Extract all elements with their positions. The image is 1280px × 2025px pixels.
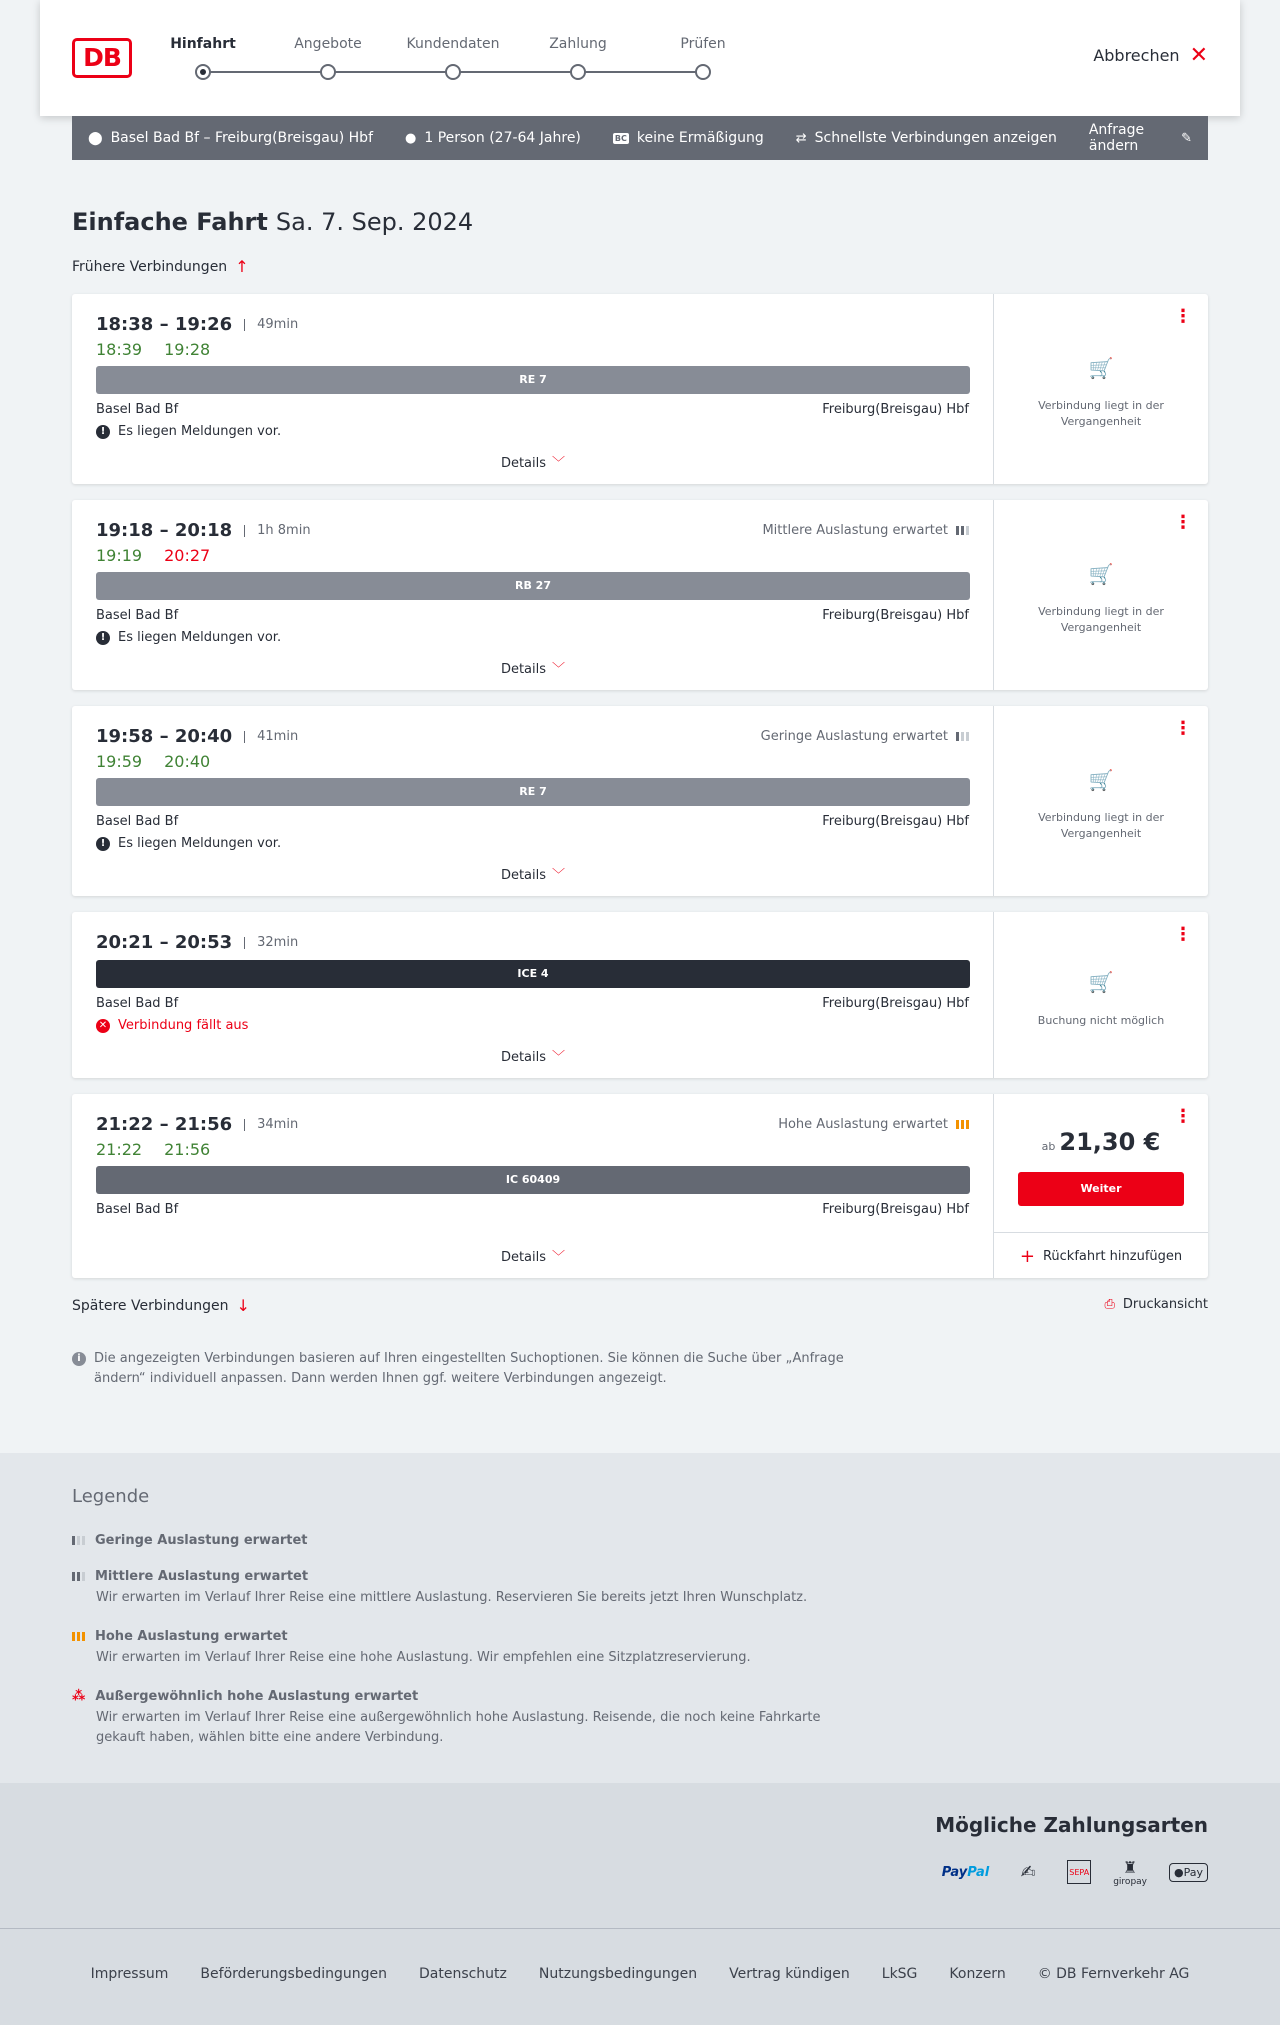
planned-times: 19:18 – 20:18 (96, 520, 233, 541)
sepa-icon: SEPA (1067, 1860, 1091, 1884)
payment-title: Mögliche Zahlungsarten (935, 1813, 1208, 1837)
details-label: Details (500, 1250, 547, 1265)
connection-card (72, 1094, 1208, 1278)
realtime-arrival: 20:40 (164, 752, 211, 771)
footer-link-lksg[interactable]: LkSG (881, 1966, 918, 1982)
train-bar[interactable]: RE 7 (96, 778, 970, 806)
plus-icon: + (1019, 1246, 1035, 1267)
summary-fastest (796, 130, 1057, 146)
booking-status: Verbindung liegt in der Vergangenheit (1038, 605, 1164, 634)
trip-type: Einfache Fahrt (72, 208, 268, 236)
alert-icon: ! (96, 837, 110, 851)
realtime-times (96, 752, 210, 771)
message-notice (96, 836, 281, 851)
apple-pay-text: Pay (1183, 1865, 1203, 1879)
bahncard-icon: BC (614, 133, 627, 143)
trip-date: Sa. 7. Sep. 2024 (275, 208, 474, 236)
later-connections-link[interactable] (72, 1296, 250, 1315)
progress-stepper (170, 36, 730, 86)
travellers-text: 1 Person (27-64 Jahre) (424, 130, 581, 146)
pencil-icon: ✎ (1181, 130, 1192, 146)
details-toggle[interactable] (72, 1246, 994, 1265)
legend-item-extreme (72, 1689, 872, 1748)
more-options-icon[interactable]: ⋮ (1174, 306, 1192, 327)
details-toggle[interactable] (72, 452, 994, 471)
continue-button[interactable]: Weiter (1018, 1172, 1184, 1206)
realtime-departure: 21:22 (96, 1140, 143, 1159)
location-pin-icon: ⬤ (88, 130, 103, 146)
step-label: Angebote (294, 36, 362, 52)
duration: 41min (244, 731, 298, 743)
info-note (72, 1349, 852, 1389)
search-summary-bar (72, 116, 1208, 160)
connection-times (96, 520, 311, 541)
more-options-icon[interactable]: ⋮ (1174, 924, 1192, 945)
step-label: Prüfen (680, 36, 726, 52)
occupancy-medium-icon (956, 526, 969, 535)
arrival-station: Freiburg(Breisgau) Hbf (822, 996, 969, 1011)
realtime-times (96, 546, 210, 565)
connection-card (72, 294, 1208, 484)
return-label: Rückfahrt hinzufügen (1042, 1249, 1183, 1264)
step-angebote (268, 36, 388, 80)
step-dot (320, 64, 336, 80)
print-view-link[interactable] (1104, 1297, 1208, 1312)
planned-times: 21:22 – 21:56 (96, 1114, 233, 1135)
booking-status: Buchung nicht möglich (1037, 1014, 1165, 1027)
details-toggle[interactable] (72, 658, 994, 677)
more-options-icon[interactable]: ⋮ (1174, 718, 1192, 739)
printer-icon: ⎙ (1104, 1297, 1115, 1312)
realtime-departure: 18:39 (96, 340, 143, 359)
alert-icon: ! (96, 631, 110, 645)
occupancy-low-icon (72, 1536, 85, 1545)
apple-pay-icon (1169, 1863, 1208, 1882)
giropay-icon (1113, 1858, 1147, 1887)
credit-card-icon: ✍ (1020, 1861, 1036, 1883)
cancelled-icon: ✕ (96, 1019, 110, 1033)
realtime-departure: 19:59 (96, 752, 143, 771)
occupancy-medium-icon (72, 1572, 85, 1581)
details-label: Details (500, 1050, 547, 1065)
cart-disabled-icon: 🛒 (1088, 970, 1114, 994)
legend-item-medium (72, 1569, 872, 1608)
footer-link-befoerderungsbedingungen[interactable]: Beförderungsbedingungen (200, 1966, 387, 1982)
connection-times (96, 932, 298, 953)
later-label: Spätere Verbindungen (72, 1297, 229, 1314)
paypal-icon (942, 1865, 989, 1880)
booking-panel (994, 706, 1208, 896)
person-icon: ● (405, 130, 417, 146)
db-logo[interactable]: DB (72, 38, 132, 78)
payment-methods-section (0, 1783, 1280, 1928)
earlier-label: Frühere Verbindungen (72, 258, 228, 275)
occupancy-indicator (761, 729, 969, 744)
realtime-arrival: 21:56 (164, 1140, 211, 1159)
train-bar[interactable]: IC 60409 (96, 1166, 970, 1194)
occupancy-text: Mittlere Auslastung erwartet (762, 523, 948, 538)
chevron-down-icon: ﹀ (552, 662, 566, 677)
footer-link-datenschutz[interactable]: Datenschutz (418, 1966, 507, 1982)
arrival-station: Freiburg(Breisgau) Hbf (822, 608, 969, 623)
train-bar[interactable]: RB 27 (96, 572, 970, 600)
arrow-down-icon: ↓ (236, 1296, 250, 1315)
occupancy-indicator (778, 1117, 969, 1132)
legend-item-desc: Wir erwarten im Verlauf Ihrer Reise eine außergewöhnlich hohe Auslastung. Reisende, die noch keine Fahrkarte gekauft haben, wählen bitte eine andere Verbindung. (96, 1710, 821, 1745)
legend-section (0, 1453, 1280, 1783)
booking-panel (994, 912, 1208, 1078)
cart-disabled-icon: 🛒 (1088, 562, 1114, 586)
legend-item-title: Mittlere Auslastung erwartet (95, 1569, 309, 1584)
step-dot (445, 64, 461, 80)
alert-icon: ! (96, 425, 110, 439)
step-label: Zahlung (549, 36, 607, 52)
connection-info (72, 706, 994, 896)
legend-item-low (72, 1533, 872, 1548)
message-text: Es liegen Meldungen vor. (118, 424, 282, 439)
planned-times: 18:38 – 19:26 (96, 314, 233, 335)
connection-info (72, 500, 994, 690)
arrival-station: Freiburg(Breisgau) Hbf (822, 814, 969, 829)
summary-travellers (405, 130, 581, 146)
add-return-button[interactable] (994, 1232, 1208, 1280)
duration: 1h 8min (244, 525, 310, 537)
occupancy-text: Geringe Auslastung erwartet (760, 729, 948, 744)
copyright: © DB Fernverkehr AG (1037, 1966, 1190, 1982)
booking-status: Verbindung liegt in der Vergangenheit (1038, 811, 1164, 840)
legend-item-desc: Wir erwarten im Verlauf Ihrer Reise eine hohe Auslastung. Wir empfehlen eine Sitzplatzreservierung. (96, 1650, 751, 1665)
page-title (72, 208, 473, 236)
step-hinfahrt (143, 36, 263, 80)
payment-icons (942, 1857, 1208, 1887)
connection-info (72, 294, 994, 484)
cancel-button[interactable] (1093, 42, 1208, 68)
info-icon: i (72, 1352, 86, 1366)
arrow-up-icon: ↑ (235, 257, 249, 276)
connection-times (96, 726, 298, 747)
step-zahlung (518, 36, 638, 80)
fastest-text: Schnellste Verbindungen anzeigen (814, 130, 1057, 146)
booking-panel (994, 500, 1208, 690)
note-text: Die angezeigten Verbindungen basieren auf Ihren eingestellten Suchoptionen. Sie können die Suche über „Anfrage ändern“ individuell anpassen. Dann werden Ihnen ggf. weitere Verbindungen angezeigt. (94, 1351, 844, 1386)
realtime-arrival: 20:27 (164, 546, 211, 565)
duration: 49min (244, 319, 298, 331)
arrival-station: Freiburg(Breisgau) Hbf (822, 402, 969, 417)
legend-item-title: Außergewöhnlich hohe Auslastung erwartet (95, 1689, 419, 1704)
connection-times (96, 1114, 298, 1135)
step-kundendaten (393, 36, 513, 80)
footer-link-konzern[interactable]: Konzern (949, 1966, 1006, 1982)
legend-item-desc: Wir erwarten im Verlauf Ihrer Reise eine mittlere Auslastung. Reservieren Sie bereits jetzt Ihren Wunschplatz. (96, 1590, 808, 1605)
duration: 32min (244, 937, 298, 949)
discount-text: keine Ermäßigung (636, 130, 764, 146)
footer-link-impressum[interactable]: Impressum (90, 1966, 169, 1982)
message-text: Verbindung fällt aus (118, 1018, 249, 1033)
paypal-pay-text: Pay (941, 1864, 968, 1880)
price-value: 21,30 € (1059, 1128, 1161, 1156)
details-label: Details (500, 456, 547, 471)
swap-arrows-icon: ⇄ (795, 130, 807, 146)
connection-card (72, 706, 1208, 896)
arrival-station: Freiburg(Breisgau) Hbf (822, 1202, 969, 1217)
step-pruefen (643, 36, 763, 80)
step-dot (195, 64, 211, 80)
occupancy-low-icon (956, 732, 969, 741)
paypal-pal-text: Pal (967, 1864, 990, 1880)
departure-station: Basel Bad Bf (96, 608, 179, 623)
connection-info (72, 912, 994, 1078)
chevron-down-icon: ﹀ (552, 868, 566, 883)
footer-link-nutzungsbedingungen[interactable]: Nutzungsbedingungen (538, 1966, 698, 1982)
cancellation-notice (96, 1018, 248, 1033)
apple-icon: ● (1174, 1865, 1184, 1879)
more-options-icon[interactable]: ⋮ (1174, 512, 1192, 533)
connection-times (96, 314, 298, 335)
message-notice (96, 630, 281, 645)
planned-times: 20:21 – 20:53 (96, 932, 233, 953)
close-icon: ✕ (1189, 42, 1208, 68)
summary-route (88, 130, 373, 146)
message-notice (96, 424, 281, 439)
cart-disabled-icon: 🛒 (1088, 768, 1114, 792)
more-options-icon[interactable]: ⋮ (1174, 1106, 1192, 1127)
details-label: Details (500, 662, 547, 677)
route-text: Basel Bad Bf – Freiburg(Breisgau) Hbf (110, 130, 373, 146)
occupancy-extreme-icon: ⁂ (72, 1689, 86, 1704)
realtime-times (96, 1140, 210, 1159)
legend-item-high (72, 1629, 872, 1668)
occupancy-high-icon (956, 1120, 969, 1129)
realtime-departure: 19:19 (96, 546, 143, 565)
earlier-connections-link[interactable] (72, 257, 249, 276)
cancel-label: Abbrechen (1093, 46, 1180, 65)
chevron-down-icon: ﹀ (552, 456, 566, 471)
footer-link-vertrag-kuendigen[interactable]: Vertrag kündigen (729, 1966, 850, 1982)
cart-disabled-icon: 🛒 (1088, 356, 1114, 380)
connection-info (72, 1094, 994, 1278)
step-dot (695, 64, 711, 80)
booking-panel (994, 1094, 1208, 1278)
chevron-down-icon: ﹀ (552, 1250, 566, 1265)
booking-status: Verbindung liegt in der Vergangenheit (1038, 399, 1164, 428)
edit-request-button[interactable] (1089, 122, 1192, 154)
message-text: Es liegen Meldungen vor. (118, 836, 282, 851)
print-label: Druckansicht (1122, 1297, 1208, 1312)
footer-links (0, 1966, 1280, 1982)
train-bar[interactable]: RE 7 (96, 366, 970, 394)
tower-icon: ♜ (1122, 1857, 1138, 1877)
occupancy-high-icon (72, 1632, 85, 1641)
occupancy-indicator (762, 523, 969, 538)
header (40, 0, 1240, 116)
train-bar[interactable]: ICE 4 (96, 960, 970, 988)
edit-label: Anfrage ändern (1088, 122, 1145, 154)
legend-item-title: Hohe Auslastung erwartet (95, 1629, 288, 1644)
details-label: Details (500, 868, 547, 883)
message-text: Es liegen Meldungen vor. (118, 630, 282, 645)
details-toggle[interactable] (72, 1046, 994, 1065)
realtime-arrival: 19:28 (164, 340, 211, 359)
connection-card (72, 912, 1208, 1078)
departure-station: Basel Bad Bf (96, 814, 179, 829)
legend-item-title: Geringe Auslastung erwartet (95, 1533, 308, 1548)
duration: 34min (244, 1119, 298, 1131)
legend-title: Legende (72, 1486, 150, 1507)
giropay-text: giropay (1113, 1876, 1147, 1887)
departure-station: Basel Bad Bf (96, 402, 179, 417)
chevron-down-icon: ﹀ (552, 1050, 566, 1065)
realtime-times (96, 340, 210, 359)
details-toggle[interactable] (72, 864, 994, 883)
occupancy-text: Hohe Auslastung erwartet (778, 1117, 948, 1132)
departure-station: Basel Bad Bf (96, 996, 179, 1011)
booking-panel (994, 294, 1208, 484)
price (994, 1128, 1208, 1156)
footer (0, 1928, 1280, 2025)
summary-discount (613, 130, 764, 146)
planned-times: 19:58 – 20:40 (96, 726, 233, 747)
step-dot (570, 64, 586, 80)
step-label: Hinfahrt (170, 36, 236, 52)
departure-station: Basel Bad Bf (96, 1202, 179, 1217)
connection-card (72, 500, 1208, 690)
price-prefix: ab (1041, 1140, 1056, 1153)
step-label: Kundendaten (406, 36, 500, 52)
